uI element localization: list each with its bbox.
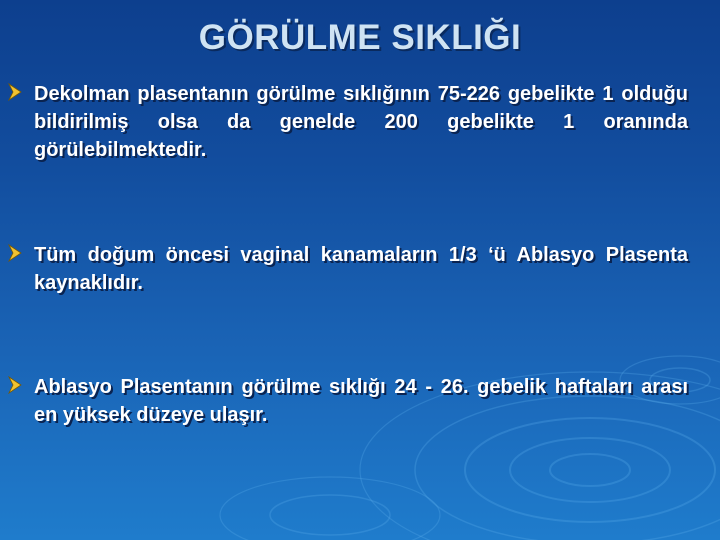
bullet-text: Tüm doğum öncesi vaginal kanamaların 1/3 ‘ü Ablasyo Plasenta kaynaklıdır.	[34, 244, 688, 294]
arrow-right-icon	[8, 376, 34, 394]
bullet-item	[8, 241, 688, 297]
arrow-right-icon	[8, 83, 34, 101]
arrow-right-icon	[8, 244, 34, 262]
bullet-item	[8, 373, 688, 429]
bullet-text: Ablasyo Plasentanın görülme sıklığı 24 - 26. gebelik haftaları arası en yüksek düzeye ulaşır.	[34, 376, 688, 426]
bullet-item	[8, 80, 688, 164]
slide-title: GÖRÜLME SIKLIĞI	[198, 18, 522, 57]
bullet-text: Dekolman plasentanın görülme sıklığının 75-226 gebelikte 1 olduğu bildirilmiş olsa da genelde 200 gebelikte 1 oranında görülebilmektedir.	[34, 83, 688, 161]
